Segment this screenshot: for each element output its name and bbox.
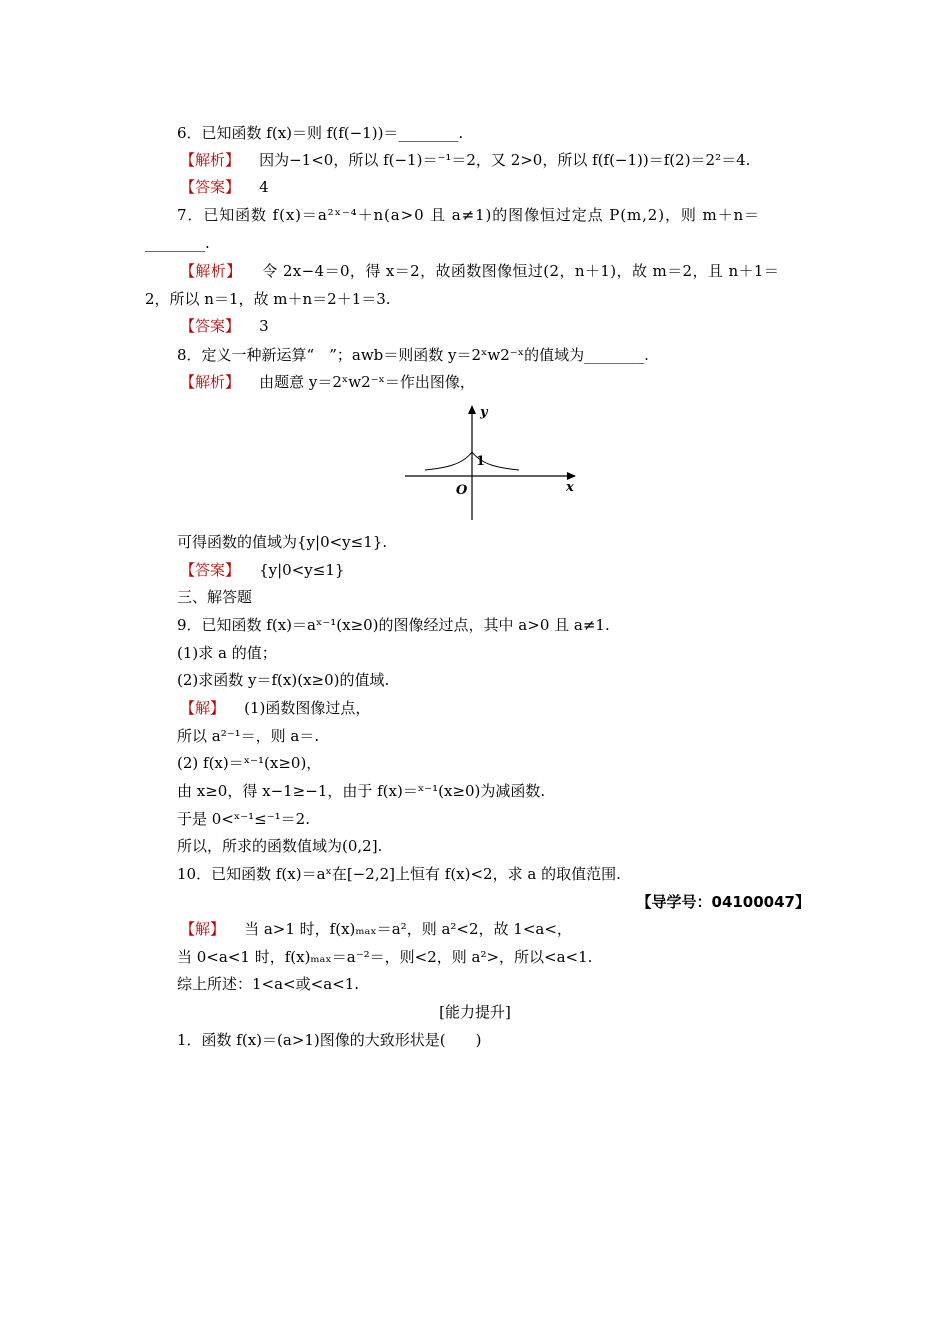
solution-text: (1)函数图像过点， bbox=[244, 699, 371, 717]
q7-analysis-line2: 2，所以 n＝1，故 m＋n＝2＋1＝3. bbox=[145, 290, 391, 308]
q10-solution-row bbox=[180, 919, 572, 939]
q6-question: 6．已知函数 f(x)＝则 f(f(−1))＝________. bbox=[177, 124, 464, 142]
solution-text: 当 a>1 时，f(x)ₘₐₓ＝a²，则 a²<2，故 1<a<， bbox=[244, 920, 572, 938]
analysis-text: 因为−1<0，所以 f(−1)＝⁻¹＝2，又 2>0，所以 f(f(−1))＝f(2)＝2²＝4. bbox=[259, 151, 751, 169]
q7-analysis-row bbox=[180, 261, 779, 281]
one-label: 1 bbox=[476, 454, 486, 469]
q7-answer-row bbox=[180, 316, 269, 336]
y-axis-arrow bbox=[468, 405, 476, 414]
q9-s5: 于是 0<ˣ⁻¹≤⁻¹＝2. bbox=[177, 810, 310, 828]
analysis-tag: 【解析】 bbox=[180, 262, 242, 280]
answer-tag: 【答案】 bbox=[180, 178, 241, 196]
x-axis-arrow bbox=[567, 472, 576, 480]
solution-tag: 【解】 bbox=[180, 920, 226, 938]
q7-question-line1: 7．已知函数 f(x)＝a²ˣ⁻⁴＋n(a>0 且 a≠1)的图像恒过定点 P(m,2)，则 m＋n＝ bbox=[177, 206, 760, 224]
q9-part1: (1)求 a 的值； bbox=[177, 644, 277, 662]
q7-question-line2: ________. bbox=[145, 234, 210, 252]
q9-solution-row bbox=[180, 698, 370, 718]
x-label: x bbox=[566, 480, 574, 495]
answer-tag: 【答案】 bbox=[180, 317, 241, 335]
analysis-text: 由题意 y＝2ˣw2⁻ˣ＝作出图像， bbox=[259, 373, 475, 391]
answer-tag: 【答案】 bbox=[180, 561, 241, 579]
q9-s2: 所以 a²⁻¹＝，则 a＝. bbox=[177, 727, 320, 745]
guide-number: 【导学号：04100047】 bbox=[636, 893, 810, 911]
section-heading: 三、解答题 bbox=[177, 588, 253, 606]
solution-tag: 【解】 bbox=[180, 699, 226, 717]
q9-question: 9．已知函数 f(x)＝aˣ⁻¹(x≥0)的图像经过点，其中 a>0 且 a≠1. bbox=[177, 616, 610, 634]
ability-heading: [能力提升] bbox=[439, 1003, 511, 1021]
q6-analysis-row bbox=[180, 150, 750, 170]
q8-answer-row bbox=[180, 560, 344, 580]
q8-question: 8．定义一种新运算“ ”；awb＝则函数 y＝2ˣw2⁻ˣ的值域为________. bbox=[177, 346, 649, 364]
q8-conclusion: 可得函数的值域为{y|0<y≤1}. bbox=[177, 533, 388, 551]
q8-analysis-row bbox=[180, 372, 475, 392]
origin-label: O bbox=[456, 483, 468, 498]
q10-s2: 当 0<a<1 时，f(x)ₘₐₓ＝a⁻²＝，则<2，则 a²>，所以<a<1. bbox=[177, 948, 593, 966]
answer-text: 4 bbox=[259, 178, 269, 196]
ability-question-1: 1．函数 f(x)＝(a>1)图像的大致形状是( ) bbox=[177, 1031, 482, 1049]
y-label: y bbox=[480, 405, 488, 420]
q6-answer-row bbox=[180, 177, 269, 197]
q9-s4: 由 x≥0，得 x−1≥−1，由于 f(x)＝ˣ⁻¹(x≥0)为减函数. bbox=[177, 782, 546, 800]
function-graph bbox=[400, 400, 590, 525]
analysis-tag: 【解析】 bbox=[180, 373, 241, 391]
q10-question: 10．已知函数 f(x)＝aˣ在[−2,2]上恒有 f(x)<2，求 a 的取值范围. bbox=[177, 865, 621, 883]
q9-part2: (2)求函数 y＝f(x)(x≥0)的值域. bbox=[177, 671, 390, 689]
curve-left bbox=[425, 452, 472, 470]
q9-s3: (2) f(x)＝ˣ⁻¹(x≥0)， bbox=[177, 754, 322, 772]
q10-s3: 综上所述：1<a<或<a<1. bbox=[177, 975, 360, 993]
answer-text: 3 bbox=[259, 317, 269, 335]
analysis-tag: 【解析】 bbox=[180, 151, 241, 169]
analysis-text: 令 2x−4＝0，得 x＝2，故函数图像恒过(2，n＋1)，故 m＝2，且 n＋1＝ bbox=[262, 262, 780, 280]
q9-s6: 所以，所求的函数值域为(0,2]. bbox=[177, 837, 383, 855]
answer-text: {y|0<y≤1} bbox=[259, 561, 345, 579]
